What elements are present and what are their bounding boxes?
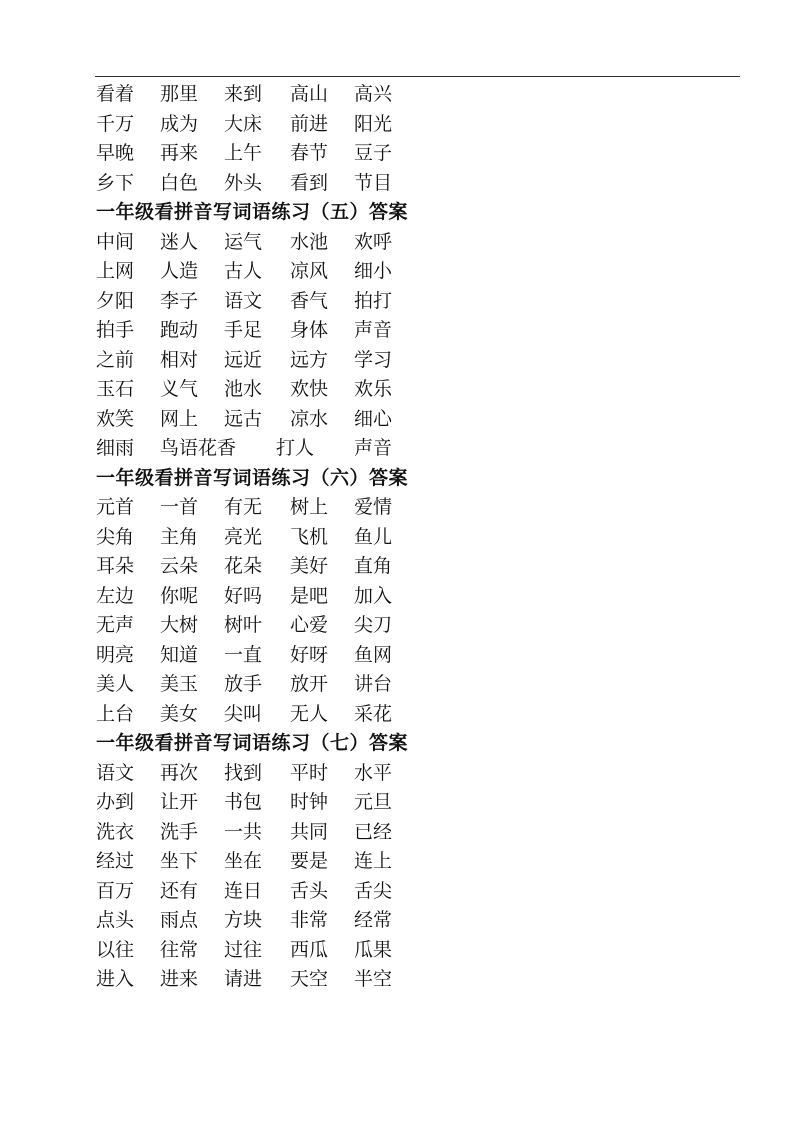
answer-word: 直角 [354,555,393,577]
answer-word: 要是 [290,850,329,872]
answer-word: 一直 [224,643,263,666]
answer-word: 池水 [224,378,263,400]
answer-word: 西瓜 [290,938,329,961]
answer-word: 手足 [224,319,263,341]
answer-word: 放开 [290,673,329,695]
answer-word: 豆子 [354,142,393,164]
word-row [96,257,736,287]
answer-word: 迷人 [160,230,199,253]
answer-word: 坐下 [160,850,199,872]
word-row [96,169,736,199]
answer-word: 拍打 [354,289,393,312]
answer-word: 跑动 [160,319,199,341]
answer-word: 连日 [224,879,263,902]
section-heading: 一年级看拼音写词语练习（六）答案 [96,466,409,489]
answer-word: 你呢 [160,584,199,607]
answer-word: 千万 [96,112,135,135]
answer-word: 无声 [96,614,135,636]
answer-word: 网上 [160,407,199,430]
answer-word: 相对 [160,348,199,371]
word-row [96,523,736,553]
word-row [96,375,736,405]
answer-word: 云朵 [160,555,199,577]
answer-word: 上网 [96,260,135,282]
answer-word: 之前 [96,348,135,371]
answer-word: 细雨 [96,437,135,459]
word-row [96,670,736,700]
answer-word: 有无 [224,496,263,518]
answer-word: 声音 [354,437,393,459]
word-row [96,818,736,848]
answer-word: 人造 [160,260,199,282]
answer-word: 过往 [224,938,263,961]
answer-word: 义气 [160,378,199,400]
answer-word: 前进 [290,112,329,135]
answer-word: 细心 [354,407,393,430]
word-row [96,936,736,966]
answer-word: 好呀 [290,643,329,666]
answer-word: 往常 [160,938,199,961]
answer-word: 远方 [290,348,329,371]
word-row [96,965,736,995]
answer-word: 一首 [160,496,199,518]
answer-word: 瓜果 [354,938,393,961]
answer-word: 那里 [160,83,199,105]
word-row [96,552,736,582]
section-heading: 一年级看拼音写词语练习（七）答案 [96,732,409,754]
answer-word: 语文 [224,289,263,312]
answer-word: 学习 [354,348,393,371]
answer-word: 树叶 [224,614,263,636]
answer-word: 远古 [224,407,263,430]
answer-word: 经常 [354,909,393,931]
word-row [96,582,736,612]
word-row [96,80,736,110]
answer-word: 春节 [290,142,329,164]
answer-word: 让开 [160,791,199,813]
word-row [96,906,736,936]
answer-word: 已经 [354,820,393,843]
answer-word: 打人 [276,437,315,459]
answer-word: 身体 [290,319,329,341]
answer-word: 舌头 [290,879,329,902]
word-row [96,434,736,464]
answer-word: 上午 [224,142,263,164]
answer-word: 尖刀 [354,614,393,636]
word-row [96,228,736,258]
word-row [96,316,736,346]
answer-word: 美好 [290,555,329,577]
answer-word: 无人 [290,702,329,725]
word-row [96,759,736,789]
answer-word: 心爱 [290,614,329,636]
word-row [96,788,736,818]
answer-word: 鱼儿 [354,525,393,548]
answer-word: 经过 [96,850,135,872]
word-row [96,110,736,140]
answer-word: 花朵 [224,555,263,577]
answer-word: 元首 [96,496,135,518]
answer-word: 玉石 [96,378,135,400]
answer-word: 采花 [354,702,393,725]
answer-word: 洗衣 [96,820,135,843]
answer-word: 中间 [96,230,135,253]
answer-word: 半空 [354,968,393,990]
answer-word: 以往 [96,938,135,961]
answer-word: 方块 [224,909,263,931]
word-row [96,847,736,877]
word-row [96,493,736,523]
answer-word: 大床 [224,112,263,135]
answer-word: 高兴 [354,83,393,105]
answer-word: 欢快 [290,378,329,400]
answer-word: 水池 [290,230,329,253]
answer-word: 亮光 [224,525,263,548]
word-row [96,641,736,671]
answer-word: 进来 [160,968,199,990]
word-row [96,405,736,435]
answer-word: 尖叫 [224,702,263,725]
answer-word: 上台 [96,702,135,725]
answer-word: 连上 [354,850,393,872]
answer-word: 凉风 [290,260,329,282]
answer-word: 进入 [96,968,135,990]
answer-word: 还有 [160,879,199,902]
answer-word: 舌尖 [354,879,393,902]
word-row [96,346,736,376]
answer-word: 百万 [96,879,135,902]
answer-word: 远近 [224,348,263,371]
answer-word: 洗手 [160,820,199,843]
word-row [96,700,736,730]
answer-word: 爱情 [354,496,393,518]
answer-word: 请进 [224,968,263,990]
answer-word: 声音 [354,319,393,341]
answer-word: 找到 [224,761,263,784]
answer-word: 来到 [224,83,263,105]
answer-word: 阳光 [354,112,393,135]
answer-word: 鸟语花香 [160,437,237,459]
answer-word: 夕阳 [96,289,135,312]
answer-word: 元旦 [354,791,393,813]
answer-word: 李子 [160,289,199,312]
answer-word: 欢笑 [96,407,135,430]
answer-word: 高山 [290,83,329,105]
answer-word: 欢乐 [354,378,393,400]
answer-word: 是吧 [290,584,329,607]
section-heading: 一年级看拼音写词语练习（五）答案 [96,201,409,223]
word-row [96,139,736,169]
answer-word: 飞机 [290,525,329,548]
answer-word: 欢呼 [354,230,393,253]
word-row [96,287,736,317]
answer-word: 雨点 [160,909,199,931]
answer-word: 办到 [96,791,135,813]
answer-word: 时钟 [290,791,329,813]
answer-word: 外头 [224,171,263,194]
answer-word: 节目 [354,171,393,194]
answer-word: 早晚 [96,142,135,164]
answer-word: 鱼网 [354,643,393,666]
word-row [96,611,736,641]
answer-word: 点头 [96,909,135,931]
answer-word: 看着 [96,83,135,105]
answer-word: 大树 [160,614,199,636]
answer-word: 天空 [290,968,329,990]
answer-word: 知道 [160,643,199,666]
answer-word: 凉水 [290,407,329,430]
answer-word: 古人 [224,260,263,282]
answer-word: 美女 [160,702,199,725]
answer-word: 主角 [160,525,199,548]
answer-word: 语文 [96,761,135,784]
answer-word: 坐在 [224,850,263,872]
answer-word: 再次 [160,761,199,784]
word-row [96,877,736,907]
answer-word: 运气 [224,230,263,253]
answer-word: 美人 [96,673,135,695]
answer-word: 树上 [290,496,329,518]
header-rule [95,76,740,77]
answer-word: 成为 [160,112,199,135]
answer-word: 再来 [160,142,199,164]
answer-word: 美玉 [160,673,199,695]
answer-word: 一共 [224,820,263,843]
answer-word: 耳朵 [96,555,135,577]
answer-word: 好吗 [224,584,263,607]
answer-word: 讲台 [354,673,393,695]
answer-word: 尖角 [96,525,135,548]
answer-word: 香气 [290,289,329,312]
answer-word: 加入 [354,584,393,607]
answer-list [96,80,736,995]
answer-word: 乡下 [96,171,135,194]
answer-word: 左边 [96,584,135,607]
answer-word: 放手 [224,673,263,695]
answer-word: 共同 [290,820,329,843]
answer-word: 明亮 [96,643,135,666]
answer-word: 水平 [354,761,393,784]
answer-word: 书包 [224,791,263,813]
answer-word: 拍手 [96,319,135,341]
answer-word: 看到 [290,171,329,194]
answer-word: 白色 [160,171,199,194]
answer-word: 非常 [290,909,329,931]
answer-word: 平时 [290,761,329,784]
answer-word: 细小 [354,260,393,282]
